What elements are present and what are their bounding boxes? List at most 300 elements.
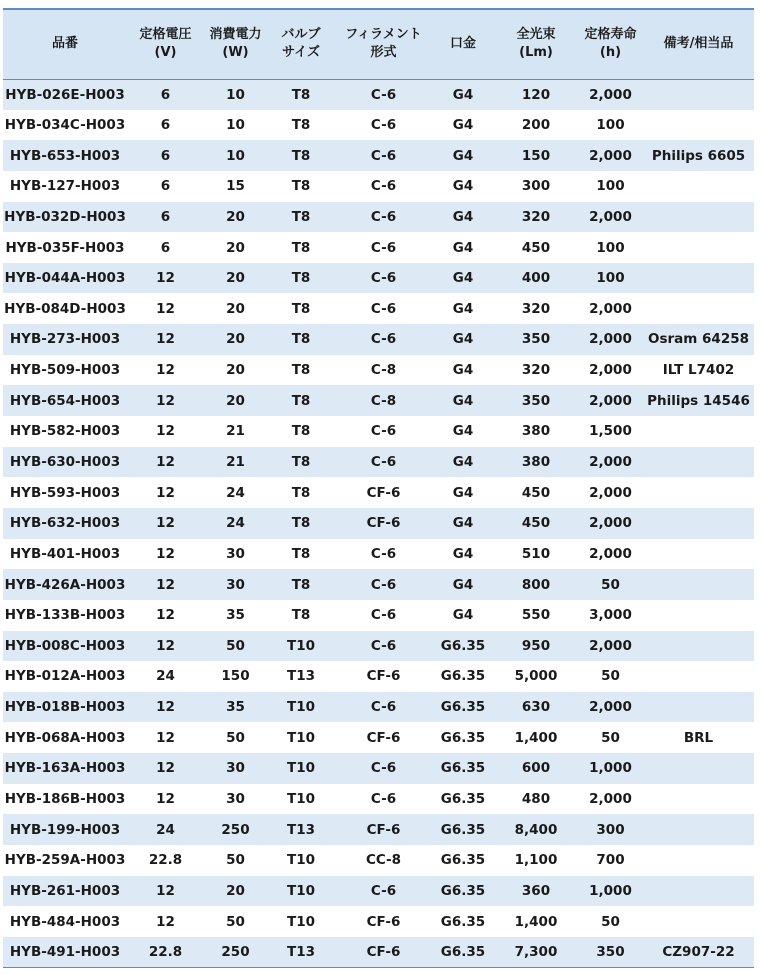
life-cell: 2,000 <box>578 355 643 386</box>
bulb-size-cell: T13 <box>267 937 335 968</box>
power-cell: 30 <box>204 569 267 600</box>
filament-cell: C-6 <box>335 784 432 815</box>
filament-cell: CF-6 <box>335 661 432 692</box>
life-cell: 50 <box>578 569 643 600</box>
power-cell: 50 <box>204 845 267 876</box>
part-number-cell: HYB-034C-H003 <box>3 110 127 141</box>
base-cell: G4 <box>432 385 494 416</box>
header-luminous-flux: 全光束 (Lm) <box>494 9 578 79</box>
notes-cell <box>643 79 754 110</box>
life-cell: 2,000 <box>578 293 643 324</box>
voltage-cell: 6 <box>127 232 204 263</box>
table-row <box>3 569 754 600</box>
notes-cell: Philips 14546 <box>643 385 754 416</box>
voltage-cell: 22.8 <box>127 845 204 876</box>
part-number-cell: HYB-084D-H003 <box>3 293 127 324</box>
flux-cell: 360 <box>494 876 578 907</box>
flux-cell: 550 <box>494 600 578 631</box>
bulb-size-cell: T8 <box>267 508 335 539</box>
filament-cell: CC-8 <box>335 845 432 876</box>
part-number-cell: HYB-593-H003 <box>3 477 127 508</box>
table-body <box>3 79 754 968</box>
flux-cell: 950 <box>494 631 578 662</box>
power-cell: 250 <box>204 814 267 845</box>
bulb-size-cell: T8 <box>267 140 335 171</box>
filament-cell: C-6 <box>335 110 432 141</box>
power-cell: 21 <box>204 447 267 478</box>
spec-table <box>3 8 754 968</box>
flux-cell: 1,400 <box>494 722 578 753</box>
voltage-cell: 12 <box>127 692 204 723</box>
bulb-size-cell: T10 <box>267 906 335 937</box>
table-row <box>3 385 754 416</box>
power-cell: 30 <box>204 784 267 815</box>
bulb-size-cell: T10 <box>267 845 335 876</box>
base-cell: G4 <box>432 600 494 631</box>
voltage-cell: 12 <box>127 263 204 294</box>
table-row <box>3 293 754 324</box>
filament-cell: CF-6 <box>335 477 432 508</box>
bulb-size-cell: T10 <box>267 876 335 907</box>
bulb-size-cell: T8 <box>267 263 335 294</box>
header-bulb-size: バルブ サイズ <box>267 9 335 79</box>
voltage-cell: 6 <box>127 202 204 233</box>
base-cell: G4 <box>432 263 494 294</box>
flux-cell: 1,100 <box>494 845 578 876</box>
filament-cell: C-6 <box>335 293 432 324</box>
filament-cell: C-6 <box>335 171 432 202</box>
part-number-cell: HYB-426A-H003 <box>3 569 127 600</box>
notes-cell <box>643 171 754 202</box>
base-cell: G4 <box>432 140 494 171</box>
table-row <box>3 416 754 447</box>
bulb-size-cell: T8 <box>267 539 335 570</box>
filament-cell: C-6 <box>335 324 432 355</box>
part-number-cell: HYB-653-H003 <box>3 140 127 171</box>
notes-cell <box>643 661 754 692</box>
power-cell: 24 <box>204 508 267 539</box>
notes-cell <box>643 600 754 631</box>
power-cell: 50 <box>204 906 267 937</box>
part-number-cell: HYB-654-H003 <box>3 385 127 416</box>
part-number-cell: HYB-026E-H003 <box>3 79 127 110</box>
voltage-cell: 12 <box>127 508 204 539</box>
notes-cell <box>643 447 754 478</box>
table-row <box>3 661 754 692</box>
base-cell: G4 <box>432 232 494 263</box>
part-number-cell: HYB-509-H003 <box>3 355 127 386</box>
life-cell: 3,000 <box>578 600 643 631</box>
bulb-size-cell: T8 <box>267 202 335 233</box>
power-cell: 21 <box>204 416 267 447</box>
flux-cell: 400 <box>494 263 578 294</box>
filament-cell: C-6 <box>335 263 432 294</box>
bulb-size-cell: T8 <box>267 600 335 631</box>
bulb-size-cell: T13 <box>267 661 335 692</box>
life-cell: 1,000 <box>578 876 643 907</box>
flux-cell: 320 <box>494 355 578 386</box>
base-cell: G4 <box>432 110 494 141</box>
header-base: 口金 <box>432 9 494 79</box>
header-rated-life: 定格寿命 (h) <box>578 9 643 79</box>
notes-cell <box>643 753 754 784</box>
notes-cell: ILT L7402 <box>643 355 754 386</box>
flux-cell: 380 <box>494 447 578 478</box>
base-cell: G4 <box>432 171 494 202</box>
voltage-cell: 6 <box>127 79 204 110</box>
bulb-size-cell: T8 <box>267 385 335 416</box>
header-row <box>3 9 754 79</box>
filament-cell: CF-6 <box>335 937 432 968</box>
flux-cell: 200 <box>494 110 578 141</box>
part-number-cell: HYB-186B-H003 <box>3 784 127 815</box>
voltage-cell: 6 <box>127 140 204 171</box>
filament-cell: C-6 <box>335 539 432 570</box>
filament-cell: C-6 <box>335 79 432 110</box>
part-number-cell: HYB-582-H003 <box>3 416 127 447</box>
life-cell: 300 <box>578 814 643 845</box>
power-cell: 30 <box>204 753 267 784</box>
voltage-cell: 12 <box>127 447 204 478</box>
life-cell: 350 <box>578 937 643 968</box>
notes-cell <box>643 569 754 600</box>
flux-cell: 510 <box>494 539 578 570</box>
table-row <box>3 324 754 355</box>
bulb-size-cell: T8 <box>267 416 335 447</box>
filament-cell: C-6 <box>335 232 432 263</box>
flux-cell: 320 <box>494 293 578 324</box>
table-row <box>3 202 754 233</box>
base-cell: G4 <box>432 355 494 386</box>
flux-cell: 150 <box>494 140 578 171</box>
life-cell: 2,000 <box>578 508 643 539</box>
part-number-cell: HYB-632-H003 <box>3 508 127 539</box>
table-row <box>3 722 754 753</box>
bulb-size-cell: T8 <box>267 232 335 263</box>
voltage-cell: 12 <box>127 293 204 324</box>
flux-cell: 120 <box>494 79 578 110</box>
voltage-cell: 12 <box>127 906 204 937</box>
voltage-cell: 12 <box>127 722 204 753</box>
notes-cell <box>643 110 754 141</box>
filament-cell: C-6 <box>335 140 432 171</box>
voltage-cell: 12 <box>127 631 204 662</box>
power-cell: 35 <box>204 600 267 631</box>
base-cell: G4 <box>432 569 494 600</box>
header-part-number: 品番 <box>3 9 127 79</box>
voltage-cell: 12 <box>127 876 204 907</box>
flux-cell: 450 <box>494 477 578 508</box>
life-cell: 2,000 <box>578 631 643 662</box>
notes-cell <box>643 477 754 508</box>
base-cell: G4 <box>432 324 494 355</box>
table-row <box>3 814 754 845</box>
table-row <box>3 692 754 723</box>
power-cell: 35 <box>204 692 267 723</box>
life-cell: 2,000 <box>578 385 643 416</box>
power-cell: 50 <box>204 631 267 662</box>
power-cell: 20 <box>204 324 267 355</box>
table-row <box>3 477 754 508</box>
filament-cell: C-6 <box>335 600 432 631</box>
base-cell: G6.35 <box>432 661 494 692</box>
life-cell: 50 <box>578 661 643 692</box>
bulb-size-cell: T10 <box>267 722 335 753</box>
life-cell: 100 <box>578 263 643 294</box>
base-cell: G6.35 <box>432 692 494 723</box>
life-cell: 100 <box>578 232 643 263</box>
bulb-size-cell: T10 <box>267 692 335 723</box>
power-cell: 24 <box>204 477 267 508</box>
life-cell: 2,000 <box>578 692 643 723</box>
life-cell: 2,000 <box>578 539 643 570</box>
power-cell: 20 <box>204 202 267 233</box>
power-cell: 20 <box>204 876 267 907</box>
notes-cell: Philips 6605 <box>643 140 754 171</box>
voltage-cell: 12 <box>127 324 204 355</box>
filament-cell: C-6 <box>335 416 432 447</box>
power-cell: 20 <box>204 355 267 386</box>
header-rated-voltage: 定格電圧 (V) <box>127 9 204 79</box>
base-cell: G4 <box>432 447 494 478</box>
base-cell: G6.35 <box>432 937 494 968</box>
voltage-cell: 12 <box>127 784 204 815</box>
part-number-cell: HYB-484-H003 <box>3 906 127 937</box>
part-number-cell: HYB-401-H003 <box>3 539 127 570</box>
filament-cell: CF-6 <box>335 508 432 539</box>
header-filament-type: フィラメント 形式 <box>335 9 432 79</box>
power-cell: 15 <box>204 171 267 202</box>
notes-cell <box>643 692 754 723</box>
filament-cell: C-6 <box>335 876 432 907</box>
power-cell: 20 <box>204 385 267 416</box>
notes-cell <box>643 539 754 570</box>
base-cell: G4 <box>432 508 494 539</box>
flux-cell: 380 <box>494 416 578 447</box>
base-cell: G4 <box>432 202 494 233</box>
bulb-size-cell: T8 <box>267 447 335 478</box>
filament-cell: C-6 <box>335 631 432 662</box>
life-cell: 50 <box>578 906 643 937</box>
flux-cell: 600 <box>494 753 578 784</box>
part-number-cell: HYB-133B-H003 <box>3 600 127 631</box>
base-cell: G4 <box>432 79 494 110</box>
base-cell: G4 <box>432 539 494 570</box>
flux-cell: 800 <box>494 569 578 600</box>
part-number-cell: HYB-018B-H003 <box>3 692 127 723</box>
voltage-cell: 12 <box>127 355 204 386</box>
part-number-cell: HYB-012A-H003 <box>3 661 127 692</box>
life-cell: 2,000 <box>578 784 643 815</box>
bulb-size-cell: T8 <box>267 324 335 355</box>
table-row <box>3 171 754 202</box>
part-number-cell: HYB-630-H003 <box>3 447 127 478</box>
base-cell: G6.35 <box>432 784 494 815</box>
life-cell: 2,000 <box>578 79 643 110</box>
power-cell: 10 <box>204 79 267 110</box>
filament-cell: C-8 <box>335 355 432 386</box>
life-cell: 1,500 <box>578 416 643 447</box>
power-cell: 20 <box>204 232 267 263</box>
voltage-cell: 12 <box>127 753 204 784</box>
life-cell: 2,000 <box>578 477 643 508</box>
voltage-cell: 12 <box>127 569 204 600</box>
flux-cell: 300 <box>494 171 578 202</box>
table-row <box>3 906 754 937</box>
filament-cell: C-6 <box>335 692 432 723</box>
part-number-cell: HYB-273-H003 <box>3 324 127 355</box>
table-row <box>3 110 754 141</box>
voltage-cell: 22.8 <box>127 937 204 968</box>
bulb-size-cell: T10 <box>267 631 335 662</box>
notes-cell <box>643 508 754 539</box>
voltage-cell: 12 <box>127 600 204 631</box>
notes-cell: Osram 64258 <box>643 324 754 355</box>
life-cell: 100 <box>578 110 643 141</box>
bulb-size-cell: T10 <box>267 753 335 784</box>
life-cell: 100 <box>578 171 643 202</box>
notes-cell <box>643 293 754 324</box>
bulb-size-cell: T8 <box>267 355 335 386</box>
voltage-cell: 12 <box>127 385 204 416</box>
power-cell: 250 <box>204 937 267 968</box>
base-cell: G6.35 <box>432 753 494 784</box>
table-row <box>3 508 754 539</box>
table-row <box>3 753 754 784</box>
life-cell: 2,000 <box>578 324 643 355</box>
part-number-cell: HYB-261-H003 <box>3 876 127 907</box>
voltage-cell: 24 <box>127 814 204 845</box>
voltage-cell: 12 <box>127 539 204 570</box>
table-row <box>3 539 754 570</box>
voltage-cell: 6 <box>127 110 204 141</box>
notes-cell <box>643 232 754 263</box>
life-cell: 50 <box>578 722 643 753</box>
flux-cell: 480 <box>494 784 578 815</box>
flux-cell: 8,400 <box>494 814 578 845</box>
life-cell: 700 <box>578 845 643 876</box>
part-number-cell: HYB-035F-H003 <box>3 232 127 263</box>
flux-cell: 450 <box>494 508 578 539</box>
bulb-size-cell: T8 <box>267 110 335 141</box>
part-number-cell: HYB-068A-H003 <box>3 722 127 753</box>
notes-cell <box>643 631 754 662</box>
power-cell: 20 <box>204 293 267 324</box>
base-cell: G6.35 <box>432 876 494 907</box>
base-cell: G6.35 <box>432 722 494 753</box>
filament-cell: C-6 <box>335 569 432 600</box>
table-row <box>3 845 754 876</box>
base-cell: G6.35 <box>432 631 494 662</box>
power-cell: 30 <box>204 539 267 570</box>
flux-cell: 450 <box>494 232 578 263</box>
bulb-size-cell: T13 <box>267 814 335 845</box>
voltage-cell: 12 <box>127 477 204 508</box>
base-cell: G6.35 <box>432 845 494 876</box>
base-cell: G4 <box>432 293 494 324</box>
table-row <box>3 937 754 968</box>
part-number-cell: HYB-163A-H003 <box>3 753 127 784</box>
base-cell: G6.35 <box>432 906 494 937</box>
flux-cell: 7,300 <box>494 937 578 968</box>
bulb-size-cell: T8 <box>267 171 335 202</box>
power-cell: 20 <box>204 263 267 294</box>
table-row <box>3 876 754 907</box>
power-cell: 50 <box>204 722 267 753</box>
life-cell: 2,000 <box>578 447 643 478</box>
table-row <box>3 447 754 478</box>
base-cell: G4 <box>432 477 494 508</box>
flux-cell: 1,400 <box>494 906 578 937</box>
bulb-size-cell: T10 <box>267 784 335 815</box>
notes-cell <box>643 263 754 294</box>
notes-cell <box>643 845 754 876</box>
filament-cell: CF-6 <box>335 906 432 937</box>
notes-cell <box>643 416 754 447</box>
filament-cell: C-6 <box>335 447 432 478</box>
header-power-consumption: 消費電力 (W) <box>204 9 267 79</box>
table-row <box>3 79 754 110</box>
part-number-cell: HYB-008C-H003 <box>3 631 127 662</box>
voltage-cell: 6 <box>127 171 204 202</box>
notes-cell <box>643 876 754 907</box>
base-cell: G6.35 <box>432 814 494 845</box>
notes-cell <box>643 202 754 233</box>
part-number-cell: HYB-032D-H003 <box>3 202 127 233</box>
part-number-cell: HYB-199-H003 <box>3 814 127 845</box>
notes-cell <box>643 906 754 937</box>
bulb-size-cell: T8 <box>267 293 335 324</box>
flux-cell: 630 <box>494 692 578 723</box>
header-notes-equivalent: 備考/相当品 <box>643 9 754 79</box>
part-number-cell: HYB-127-H003 <box>3 171 127 202</box>
notes-cell <box>643 814 754 845</box>
table-row <box>3 355 754 386</box>
voltage-cell: 24 <box>127 661 204 692</box>
flux-cell: 5,000 <box>494 661 578 692</box>
bulb-size-cell: T8 <box>267 79 335 110</box>
notes-cell: BRL <box>643 722 754 753</box>
life-cell: 2,000 <box>578 202 643 233</box>
power-cell: 150 <box>204 661 267 692</box>
filament-cell: CF-6 <box>335 722 432 753</box>
notes-cell: CZ907-22 <box>643 937 754 968</box>
table-row <box>3 631 754 662</box>
base-cell: G4 <box>432 416 494 447</box>
flux-cell: 350 <box>494 385 578 416</box>
life-cell: 1,000 <box>578 753 643 784</box>
table-row <box>3 784 754 815</box>
filament-cell: C-6 <box>335 202 432 233</box>
voltage-cell: 12 <box>127 416 204 447</box>
flux-cell: 350 <box>494 324 578 355</box>
table-row <box>3 232 754 263</box>
bulb-size-cell: T8 <box>267 569 335 600</box>
table-row <box>3 263 754 294</box>
part-number-cell: HYB-044A-H003 <box>3 263 127 294</box>
table-row <box>3 140 754 171</box>
life-cell: 2,000 <box>578 140 643 171</box>
filament-cell: CF-6 <box>335 814 432 845</box>
notes-cell <box>643 784 754 815</box>
part-number-cell: HYB-259A-H003 <box>3 845 127 876</box>
part-number-cell: HYB-491-H003 <box>3 937 127 968</box>
table-row <box>3 600 754 631</box>
filament-cell: C-6 <box>335 753 432 784</box>
flux-cell: 320 <box>494 202 578 233</box>
power-cell: 10 <box>204 140 267 171</box>
power-cell: 10 <box>204 110 267 141</box>
